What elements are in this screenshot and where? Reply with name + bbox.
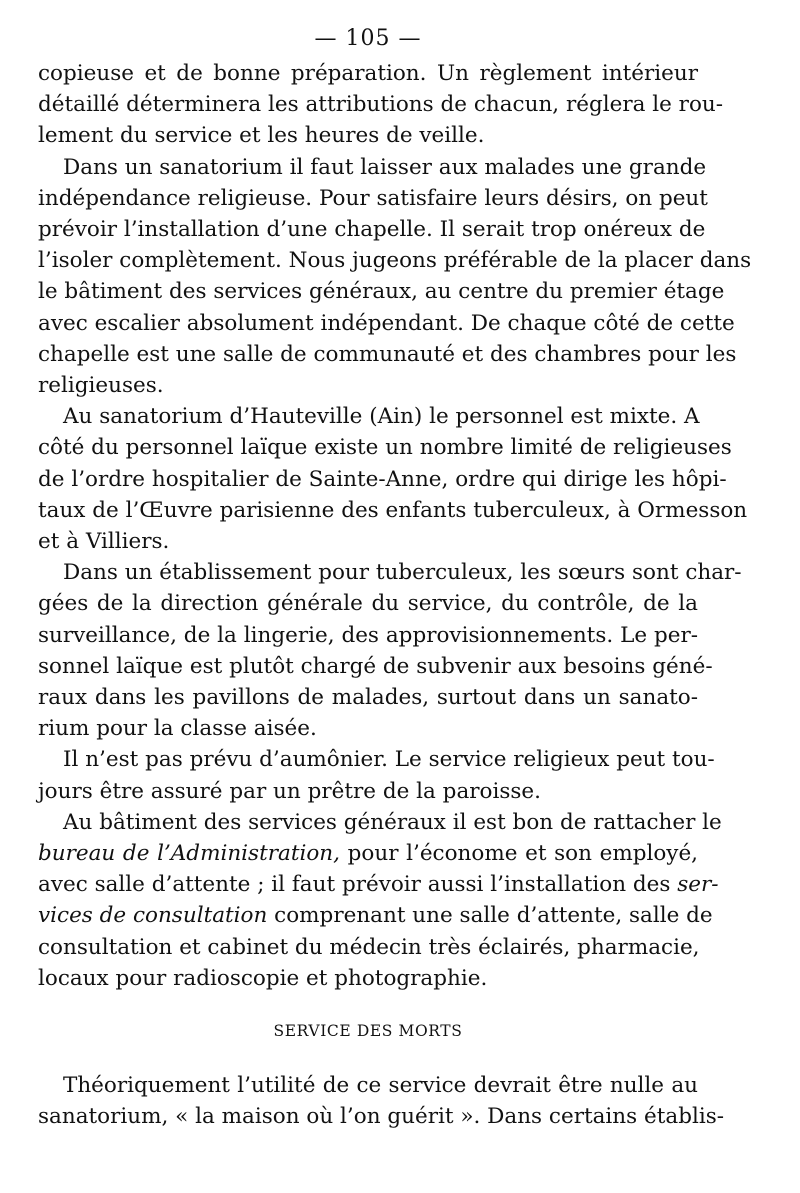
text-line: copieuse et de bonne préparation. Un règlement intérieur [38,61,698,86]
paragraph-administration [38,807,722,994]
text-line: le bâtiment des services généraux, au centre du premier étage [38,279,725,305]
body-text [38,58,752,807]
text-line: avec escalier absolument indépendant. De chaque côté de cette [38,310,735,336]
text-segment: locaux pour radioscopie et photographie. [38,965,488,991]
book-page [38,22,752,1133]
text-line [38,838,698,869]
text-line [38,963,698,994]
text-segment: Théoriquement l’utilité de ce service devrait être nulle au [63,1073,698,1099]
text-segment: pour l’économe et son employé, [339,841,699,867]
text-line [38,932,698,963]
text-line: Dans un établissement pour tuberculeux, les sœurs sont char- [63,560,742,586]
text-line: de l’ordre hospitalier de Sainte-Anne, ordre qui dirige les hôpi- [38,466,727,492]
text-segment: avec salle d’attente ; il faut prévoir aussi l’installation des [38,872,678,898]
text-line [38,1101,725,1132]
text-line [38,900,713,931]
text-line [38,807,722,838]
text-line: jours être assuré par un prêtre de la paroisse. [38,778,541,804]
paragraph [38,58,724,152]
text-line: Dans un sanatorium il faut laisser aux malades une grande [63,154,707,180]
text-line [38,1070,698,1101]
text-line: religieuses. [38,373,164,399]
paragraph [38,744,715,806]
text-line: rium pour la classe aisée. [38,716,317,742]
text-line [38,869,719,900]
text-line: gées de la direction générale du service, du contrôle, de la [38,591,698,617]
italic-term: ser- [677,872,719,898]
text-segment: sanatorium, « la maison où l’on guérit ». Dans certains établis- [38,1104,725,1130]
text-line: l’isoler complètement. Nous jugeons préférable de la placer dans [38,248,752,274]
text-segment: consultation et cabinet du médecin très éclairés, pharmacie, [38,934,700,960]
paragraph [38,557,742,744]
italic-term: vices de consultation [38,903,268,929]
page-number: — 105 — [314,26,422,51]
text-line: Il n’est pas prévu d’aumônier. Le service religieux peut tou- [63,747,715,773]
paragraph-final [38,1070,725,1132]
section-heading: SERVICE DES MORTS [273,1022,463,1041]
text-line: lement du service et les heures de veille. [38,123,485,149]
paragraph [38,401,748,557]
text-line: chapelle est une salle de communauté et des chambres pour les [38,341,737,367]
paragraph [38,152,752,402]
text-segment: comprenant une salle d’attente, salle de [267,903,713,929]
text-line: sonnel laïque est plutôt chargé de subvenir aux besoins géné- [38,653,713,679]
text-line: taux de l’Œuvre parisienne des enfants tuberculeux, à Ormesson [38,497,748,523]
text-line: détaillé déterminera les attributions de chacun, réglera le rou- [38,92,724,118]
text-line: Au sanatorium d’Hauteville (Ain) le personnel est mixte. A [63,404,700,430]
text-line: et à Villiers. [38,529,170,555]
text-line: prévoir l’installation d’une chapelle. Il serait trop onéreux de [38,217,706,243]
text-line: indépendance religieuse. Pour satisfaire leurs désirs, on peut [38,185,708,211]
text-line: côté du personnel laïque existe un nombre limité de religieuses [38,435,732,461]
italic-term: bureau de l’Administration, [38,841,340,867]
text-line: raux dans les pavillons de malades, surtout dans un sanato- [38,685,698,711]
text-line: surveillance, de la lingerie, des approvisionnements. Le per- [38,622,698,648]
text-segment: Au bâtiment des services généraux il est bon de rattacher le [63,809,722,835]
